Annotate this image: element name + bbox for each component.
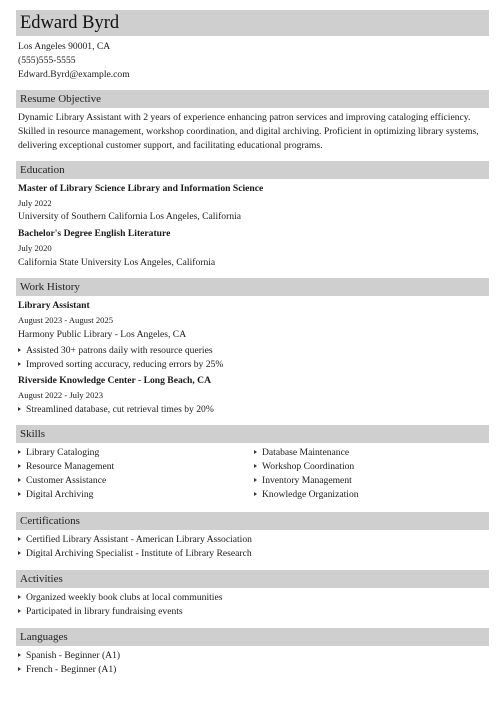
education-date: July 2020: [18, 243, 52, 253]
section-title-activities: Activities: [20, 573, 63, 585]
bullet-icon: [254, 450, 257, 454]
section-title-education: Education: [20, 164, 65, 176]
bullet-icon: [18, 609, 21, 613]
job-role: Library Assistant: [18, 300, 90, 311]
skill-item: Digital Archiving: [18, 488, 93, 502]
objective-text: Dynamic Library Assistant with 2 years of experience enhancing patron services and improving cataloging efficiency. Skilled in resource management, workshop coordination, and digital archiving. Proficient in optimizing library systems, delivering exceptional customer support, and facilitating educational programs.: [18, 112, 479, 151]
section-title-work: Work History: [20, 281, 80, 293]
skill-item: Database Maintenance: [254, 446, 349, 460]
job-bullet: Improved sorting accuracy, reducing errors by 25%: [18, 358, 223, 372]
bullet-icon: [18, 464, 21, 468]
bullet-icon: [254, 492, 257, 496]
bullet-icon: [254, 478, 257, 482]
address: Los Angeles 90001, CA: [18, 41, 111, 52]
skill-item: Workshop Coordination: [254, 460, 354, 474]
education-degree: Bachelor's Degree English Literature: [18, 228, 171, 239]
skill-item: Inventory Management: [254, 474, 352, 488]
education-degree: Master of Library Science Library and Information Science: [18, 183, 264, 194]
skill-item: Customer Assistance: [18, 474, 106, 488]
job-bullet: Streamlined database, cut retrieval times by 20%: [18, 403, 214, 417]
activity-item: Participated in library fundraising events: [18, 605, 183, 619]
certification-item: Certified Library Assistant - American Library Association: [18, 533, 252, 547]
job-dates: August 2022 - July 2023: [18, 390, 103, 400]
job-dates: August 2023 - August 2025: [18, 315, 114, 325]
bullet-icon: [18, 450, 21, 454]
bullet-icon: [18, 478, 21, 482]
section-title-languages: Languages: [20, 631, 68, 643]
bullet-icon: [18, 667, 21, 671]
language-item: Spanish - Beginner (A1): [18, 649, 120, 663]
section-title-certifications: Certifications: [20, 515, 80, 527]
section-bar-activities: [16, 570, 489, 588]
skill-item: Knowledge Organization: [254, 488, 359, 502]
bullet-icon: [18, 595, 21, 599]
education-date: July 2022: [18, 198, 52, 208]
education-school: University of Southern California Los Angeles, California: [18, 211, 242, 222]
bullet-icon: [18, 407, 21, 411]
email: Edward.Byrd@example.com: [18, 69, 130, 80]
bullet-icon: [18, 348, 21, 352]
activity-item: Organized weekly book clubs at local communities: [18, 591, 222, 605]
bullet-icon: [18, 362, 21, 366]
section-bar-work: [16, 278, 489, 296]
bullet-icon: [18, 537, 21, 541]
bullet-icon: [18, 653, 21, 657]
section-title-skills: Skills: [20, 428, 46, 440]
bullet-icon: [254, 464, 257, 468]
job-bullet: Assisted 30+ patrons daily with resource queries: [18, 344, 213, 358]
skill-item: Library Cataloging: [18, 446, 99, 460]
job-role: Riverside Knowledge Center - Long Beach, CA: [18, 375, 212, 386]
education-school: California State University Los Angeles, California: [18, 257, 216, 268]
bullet-icon: [18, 551, 21, 555]
section-title-objective: Resume Objective: [20, 93, 101, 105]
section-bar-skills: [16, 425, 489, 443]
language-item: French - Beginner (A1): [18, 663, 116, 677]
candidate-name: Edward Byrd: [20, 13, 120, 33]
section-bar-education: [16, 161, 489, 179]
section-bar-certifications: [16, 512, 489, 530]
phone: (555)555-5555: [18, 55, 76, 66]
bullet-icon: [18, 492, 21, 496]
job-employer: Harmony Public Library - Los Angeles, CA: [18, 329, 187, 340]
skill-item: Resource Management: [18, 460, 114, 474]
certification-item: Digital Archiving Specialist - Institute of Library Research: [18, 547, 252, 561]
section-bar-languages: [16, 628, 489, 646]
